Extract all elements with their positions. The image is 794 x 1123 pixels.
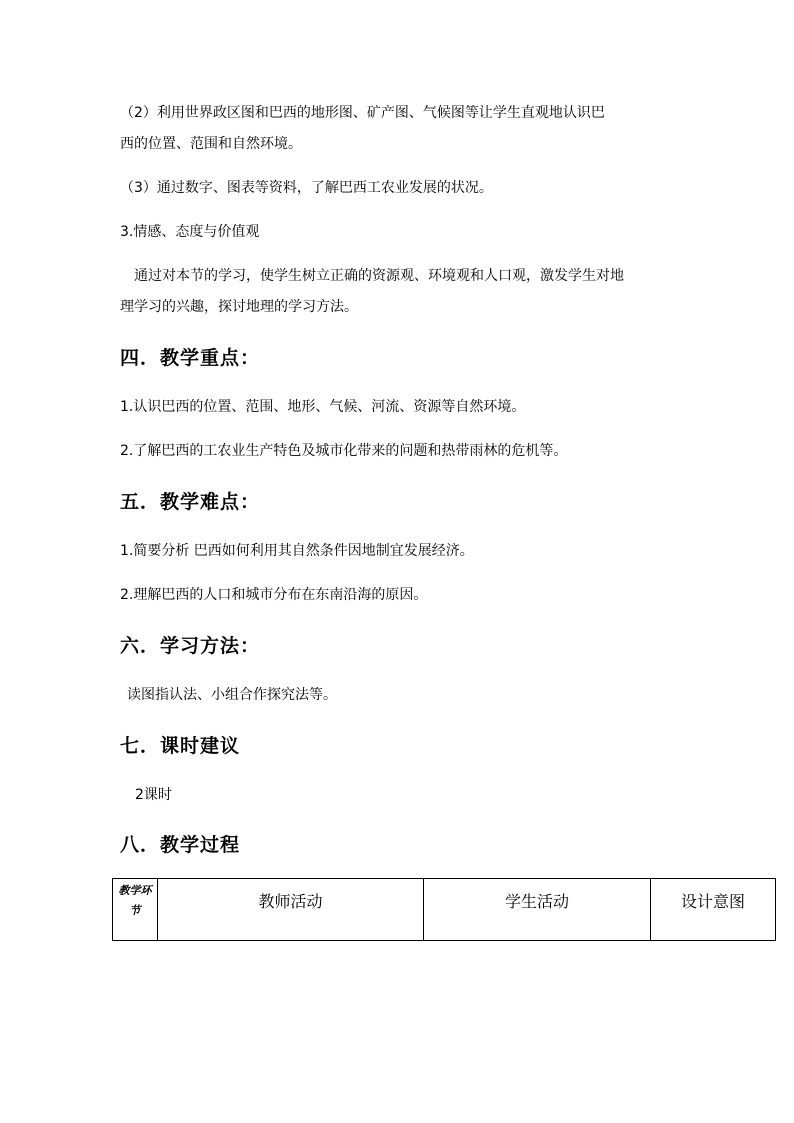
emotion-heading: 3.情感、态度与价值观 [120,224,260,240]
emotion-paragraph-line-1: 通过对本节的学习，使学生树立正确的资源观、环境观和人口观，激发学生对地 [134,268,624,284]
objective-item-2-line-2: 西的位置、范围和自然环境。 [120,136,302,152]
teaching-process-table [112,878,776,941]
methods-heading: 六．学习方法： [120,635,261,657]
hours-heading: 七．课时建议 [120,735,241,757]
difficulty-item-2: 2.理解巴西的人口和城市分布在东南沿海的原因。 [120,587,428,603]
key-point-item-2: 2.了解巴西的工农业生产特色及城市化带来的问题和热带雨林的危机等。 [120,443,568,459]
objective-item-2-line-1: （2）利用世界政区图和巴西的地形图、矿产图、气候图等让学生直观地认识巴 [120,105,605,121]
header-cell-teacher: 教师活动 [158,879,424,941]
methods-text: 读图指认法、小组合作探究法等。 [127,687,337,703]
header-cell-design: 设计意图 [651,879,776,941]
key-point-item-1: 1.认识巴西的位置、范围、地形、气候、河流、资源等自然环境。 [120,399,526,415]
difficulty-item-1: 1.简要分析 巴西如何利用其自然条件因地制宜发展经济。 [120,543,474,559]
header-cell-student: 学生活动 [424,879,651,941]
table-header-row [113,879,776,941]
hours-text: 2课时 [135,787,172,803]
key-points-heading: 四．教学重点： [120,347,261,369]
objective-item-3: （3）通过数字、图表等资料，了解巴西工农业发展的状况。 [120,180,493,196]
process-heading: 八．教学过程 [120,834,241,856]
emotion-paragraph-line-2: 理学习的兴趣，探讨地理的学习方法。 [120,299,358,315]
difficulties-heading: 五．教学难点： [120,491,261,513]
header-cell-stage: 教学环节 [113,879,158,941]
